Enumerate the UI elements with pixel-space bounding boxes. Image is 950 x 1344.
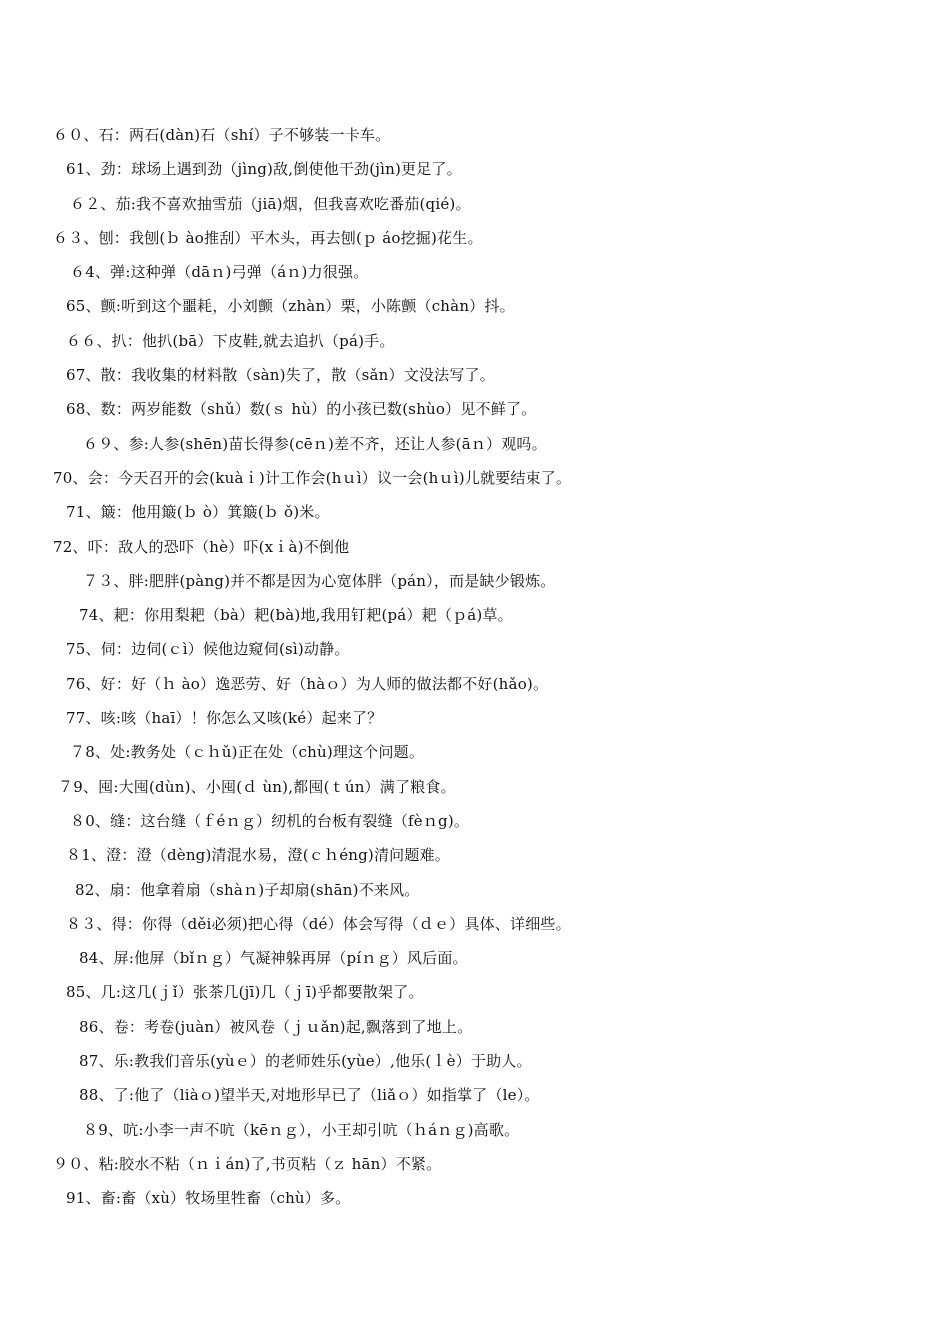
entry-71: 71、簸：他用簸(ｂ ò）箕簸(ｂ ǒ)米。	[66, 503, 330, 522]
entry-80: ８0、缝：这台缝（ｆéｎｇ）纫机的台板有裂缝（fèｎg)。	[70, 811, 470, 830]
entry-82: 82、扇：他拿着扇（shàｎ)子却扇(shān)不来风。	[75, 880, 420, 899]
entry-64: ６4、弹:这种弹（dāｎ)弓弹（áｎ)力很强。	[70, 263, 369, 282]
entry-61: 61、劲：球场上遇到劲（jìng)敌,倒使他干劲(jìn)更足了。	[66, 160, 462, 179]
entry-67: 67、散：我收集的材料散（sàn)失了，散（sǎn）文没法写了。	[66, 366, 495, 385]
entry-72: 72、吓：敌人的恐吓（hè）吓(xｉà)不倒他	[53, 537, 350, 556]
entry-77: 77、咳:咳（haī）！你怎么又咳(ké）起来了？	[66, 709, 383, 728]
entry-60: ６０、石：两石(dàn)石（shí）子不够装一卡车。	[53, 126, 391, 144]
entry-90: ９０、粘:胶水不粘（ｎｉán)了,书页粘（ｚ hān）不紧。	[53, 1154, 442, 1173]
entry-88: 88、了:他了（liàｏ)望半天,对地形早已了（liǎｏ）如指掌了（le）。	[79, 1086, 540, 1105]
entry-85: 85、几:这几(ｊǐ）张茶几(jī)几（ｊī)乎都要散架了。	[66, 983, 424, 1002]
entry-68: 68、数：两岁能数（shǔ）数(ｓ hù）的小孩已数(shùo）见不鲜了。	[66, 400, 537, 419]
entry-86: 86、卷：考卷(juàn）被风卷（ｊｕǎn)起,飘落到了地上。	[79, 1017, 473, 1036]
entry-76: 76、好：好（ｈ ào）逸恶劳、好（hàｏ）为人师的做法都不好(hǎo)。	[66, 674, 549, 693]
entry-73: ７３、胖:肥胖(pàng)并不都是因为心宽体胖（pán），而是缺少锻炼。	[83, 571, 556, 590]
entry-74: 74、耙：你用梨耙（bà）耙(bà)地,我用钉耙(pá）耙（ｐá)草。	[79, 606, 513, 625]
entry-63: ６３、刨：我刨(ｂ ào推刮）平木头，再去刨(ｐ áo挖掘)花生。	[53, 228, 483, 247]
entry-69: ６９、参:人参(shēn)苗长得参(cēｎ)差不齐，还让人参(āｎ）观吗。	[83, 434, 547, 453]
entry-70: 70、会：今天召开的会(kuàｉ)计工作会(hｕì）议一会(hｕì)儿就要结束了。	[53, 468, 572, 487]
entry-84: 84、屏:他屏（bǐｎｇ）气凝神躲再屏（píｎｇ）风后面。	[79, 949, 468, 968]
entry-91: 91、畜:畜（xù）牧场里牲畜（chù）多。	[66, 1189, 351, 1208]
entry-75: 75、伺：边伺(ｃì）候他边窥伺(sì)动静。	[66, 640, 350, 659]
entry-81: ８1、澄：澄（dèng)清混水易，澄(ｃｈéng)清问题难。	[66, 846, 450, 865]
entry-78: ７8、处:教务处（ｃｈǔ)正在处（chù)理这个问题。	[70, 743, 425, 762]
entry-89: ８9、吭:小李一声不吭（kēｎｇ），小王却引吭（ｈáｎｇ)高歌。	[83, 1120, 520, 1139]
entry-79: ７9、囤:大囤(dùn)、小囤(ｄ ùn),都囤(ｔún）满了粮食。	[58, 777, 456, 796]
entry-65: 65、颤:听到这个噩耗，小刘颤（zhàn）栗，小陈颤（chàn）抖。	[66, 297, 515, 316]
entry-66: ６６、扒：他扒(bā）下皮鞋,就去追扒（pá)手。	[66, 331, 395, 350]
entry-list	[0, 123, 950, 1221]
entry-83: ８３、得：你得（děi必须)把心得（dé）体会写得（ｄｅ）具体、详细些。	[66, 914, 571, 933]
entry-62: ６２、茄:我不喜欢抽雪茄（jiā)烟，但我喜欢吃番茄(qié)。	[70, 194, 471, 213]
entry-87: 87、乐:教我们音乐(yùｅ）的老师姓乐(yùe）,他乐(ｌè）于助人。	[79, 1052, 532, 1071]
